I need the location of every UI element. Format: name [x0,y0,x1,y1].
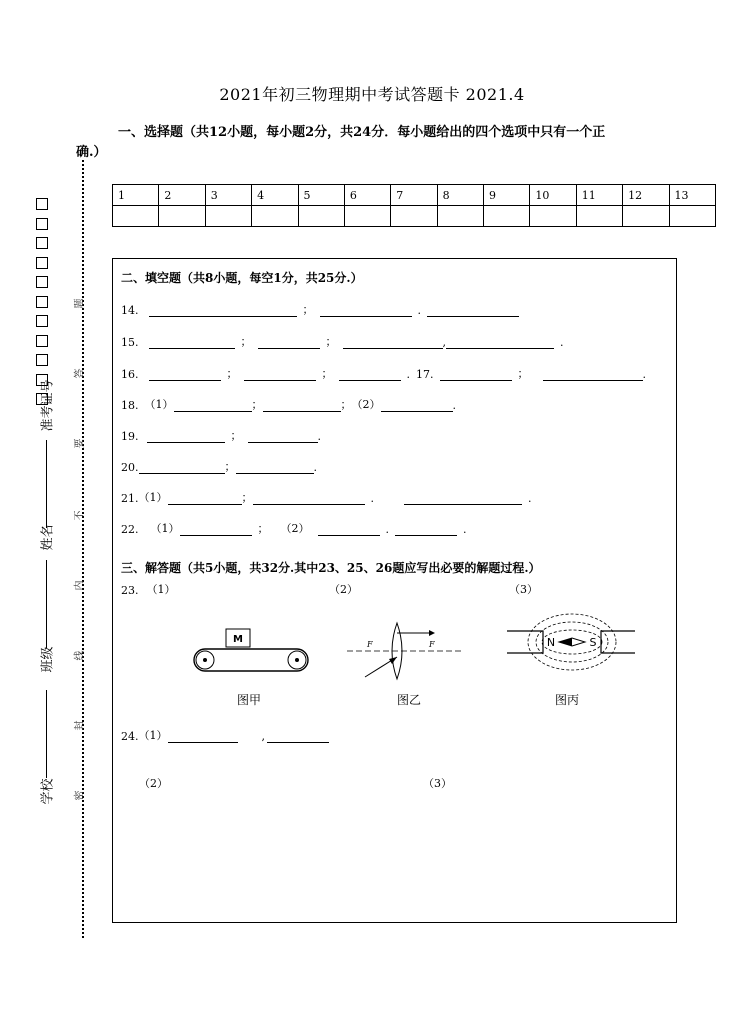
choice-number-cell: 6 [344,185,390,206]
choice-number-cell: 7 [391,185,437,206]
separator: . [463,523,467,536]
q22-blank-3[interactable] [395,524,457,536]
q18-part2: （2） [351,398,381,411]
section1-heading: 一、选择题（共12小题，每小题2分，共24分．每小题给出的四个选项中只有一个正 [118,125,606,140]
q15-blank-1[interactable] [149,337,235,349]
left-magnet [507,631,543,653]
exam-id-digit-box[interactable] [36,198,48,210]
choice-number-cell: 4 [252,185,298,206]
figure-b-lens[interactable] [345,619,465,681]
q14-blank-3[interactable] [427,305,519,317]
left-roller-axle [203,658,207,662]
choice-answer-cell[interactable] [113,206,159,227]
seal-char: 题 [74,298,86,309]
magnet-n-label: N [546,636,556,649]
q20-row [121,458,317,474]
q17-blank-2[interactable] [543,369,643,381]
exam-id-digit-box[interactable] [36,315,48,327]
choice-number-cell: 2 [159,185,205,206]
q21-blank-1[interactable] [168,493,242,505]
q21-part1: （1） [138,491,168,504]
figure-c-caption: 图丙 [555,693,580,707]
separator: ； [302,303,314,316]
q20-blank-1[interactable] [139,462,225,474]
seal-char: 要 [74,438,86,449]
seal-char: 密 [74,790,86,801]
arrow-head [429,630,435,636]
exam-id-digit-box[interactable] [36,335,48,347]
section2-heading: 二、填空题（共8小题，每空1分，共25分.） [121,271,363,285]
separator: . [385,523,389,536]
q20-number: 20. [121,461,139,474]
q16-number: 16. [121,368,139,381]
choice-answer-cell[interactable] [159,206,205,227]
name-label: 姓名 [40,524,56,551]
separator: . [452,399,456,412]
exam-id-digit-box[interactable] [36,257,48,269]
q24-part3: （3） [423,777,452,790]
page-title: 2021年初三物理期中考试答题卡 2021.4 [219,85,525,104]
choice-number-cell: 9 [484,185,530,206]
q23-part2: （2） [329,583,358,596]
choice-answer-cell[interactable] [252,206,298,227]
q15-row [121,333,570,349]
separator: . [317,430,321,443]
q24-part2: （2） [139,777,168,790]
q22-blank-1[interactable] [180,524,252,536]
q22-part1: （1） [150,522,180,535]
section3-heading: 三、解答题（共5小题，共32分.其中23、25、26题应写出必要的解题过程.） [121,561,541,575]
q14-blank-2[interactable] [320,305,412,317]
q24-number: 24. [121,730,139,743]
choice-answer-cell[interactable] [530,206,576,227]
q23-row [121,581,176,597]
q24-row [121,727,329,743]
separator: ； [340,398,352,411]
q14-number: 14. [121,304,139,317]
exam-id-digit-box[interactable] [36,218,48,230]
q21-blank-3[interactable] [404,493,522,505]
separator: ； [257,522,269,535]
choice-answer-cell[interactable] [298,206,344,227]
right-magnet [601,631,635,653]
q23-part3: （3） [509,583,538,596]
q15-blank-4[interactable] [446,337,554,349]
exam-id-label: 准考证号 [40,379,56,432]
choice-answer-cell[interactable] [669,206,716,227]
separator: . [560,336,564,349]
seal-char: 封 [74,720,86,731]
choice-answer-cell[interactable] [344,206,390,227]
focus-label-right: F [429,640,435,649]
figure-b-caption: 图乙 [397,693,422,707]
choice-answer-cell[interactable] [576,206,622,227]
q22-row [121,520,473,536]
q14-row [121,301,519,317]
separator: . [528,492,532,505]
seal-char: 内 [74,580,86,591]
choice-number-row [113,185,716,206]
right-roller-axle [295,658,299,662]
class-label: 班级 [40,646,56,673]
separator: , [261,730,265,743]
q19-blank-1[interactable] [147,431,225,443]
conveyor-belt [194,649,308,671]
q22-part2: （2） [280,522,310,535]
motor-label: M [233,634,243,645]
q21-blank-2[interactable] [253,493,365,505]
q14-blank-1[interactable] [149,305,297,317]
separator: ； [325,335,337,348]
separator: . [642,368,646,381]
q16-blank-3[interactable] [339,369,401,381]
q18-blank-3[interactable] [381,400,453,412]
choice-number-cell: 1 [113,185,159,206]
q23-part1: （1） [146,583,176,596]
figure-c-magnets[interactable] [503,611,639,673]
separator: ； [251,398,263,411]
separator: ； [226,367,238,380]
q21-number: 21. [121,492,139,505]
figure-a-caption: 图甲 [237,693,262,707]
q17-blank-1[interactable] [440,369,512,381]
section1-heading-cont: 确.） [76,145,107,160]
exam-id-digit-box[interactable] [36,237,48,249]
choice-number-cell: 3 [205,185,251,206]
choice-answer-table [112,184,716,227]
q22-blank-2[interactable] [318,524,380,536]
separator: . [370,492,374,505]
separator: ； [321,367,333,380]
q15-blank-3[interactable] [343,337,443,349]
choice-answer-cell[interactable] [484,206,530,227]
choice-number-cell: 13 [669,185,716,206]
separator: . [313,461,317,474]
name-underline[interactable] [46,440,47,528]
magnet-s-label: S [589,636,597,649]
choice-number-cell: 8 [437,185,483,206]
separator: , [442,336,446,349]
q18-part1: （1） [144,398,174,411]
choice-answer-cell[interactable] [437,206,483,227]
separator: ； [241,491,253,504]
q20-blank-2[interactable] [236,462,314,474]
exam-id-digit-box[interactable] [36,276,48,288]
seal-char: 不 [74,510,86,521]
choice-number-cell: 5 [298,185,344,206]
school-underline[interactable] [46,690,47,778]
q18-number: 18. [121,399,139,412]
separator: ； [230,429,242,442]
exam-id-digit-box[interactable] [36,354,48,366]
q16-17-row [121,365,646,381]
q24-blank-1[interactable] [168,731,238,743]
separator: . [406,368,410,381]
focus-label-left: F [367,640,373,649]
binding-dotted-line [82,160,84,938]
class-underline[interactable] [46,560,47,648]
choice-answer-cell[interactable] [391,206,437,227]
choice-answer-cell[interactable] [623,206,669,227]
separator: ； [224,460,236,473]
q18-row [121,396,456,412]
q18-blank-2[interactable] [263,400,341,412]
answer-box [112,258,677,923]
q19-number: 19. [121,430,139,443]
choice-number-cell: 11 [576,185,622,206]
choice-number-cell: 12 [623,185,669,206]
q24-blank-2[interactable] [267,731,329,743]
figure-a-conveyor[interactable] [193,627,313,677]
q23-number: 23. [121,584,139,597]
exam-id-digit-box[interactable] [36,296,48,308]
separator: ； [240,335,252,348]
q22-number: 22. [121,523,139,536]
separator: ； [517,367,529,380]
separator: . [417,304,421,317]
choice-number-cell: 10 [530,185,576,206]
q15-blank-2[interactable] [258,337,320,349]
compass-needle-north [559,638,572,646]
q19-blank-2[interactable] [248,431,318,443]
q16-blank-1[interactable] [149,369,221,381]
q21-row [121,489,538,505]
choice-answer-row[interactable] [113,206,716,227]
q18-blank-1[interactable] [174,400,252,412]
q24-part1: （1） [138,729,168,742]
q19-row [121,427,321,443]
q17-number: 17. [416,368,434,381]
q15-number: 15. [121,336,139,349]
seal-char: 线 [74,650,86,661]
seal-char: 答 [74,368,86,379]
choice-answer-cell[interactable] [205,206,251,227]
school-label: 学校 [40,778,56,805]
q16-blank-2[interactable] [244,369,316,381]
